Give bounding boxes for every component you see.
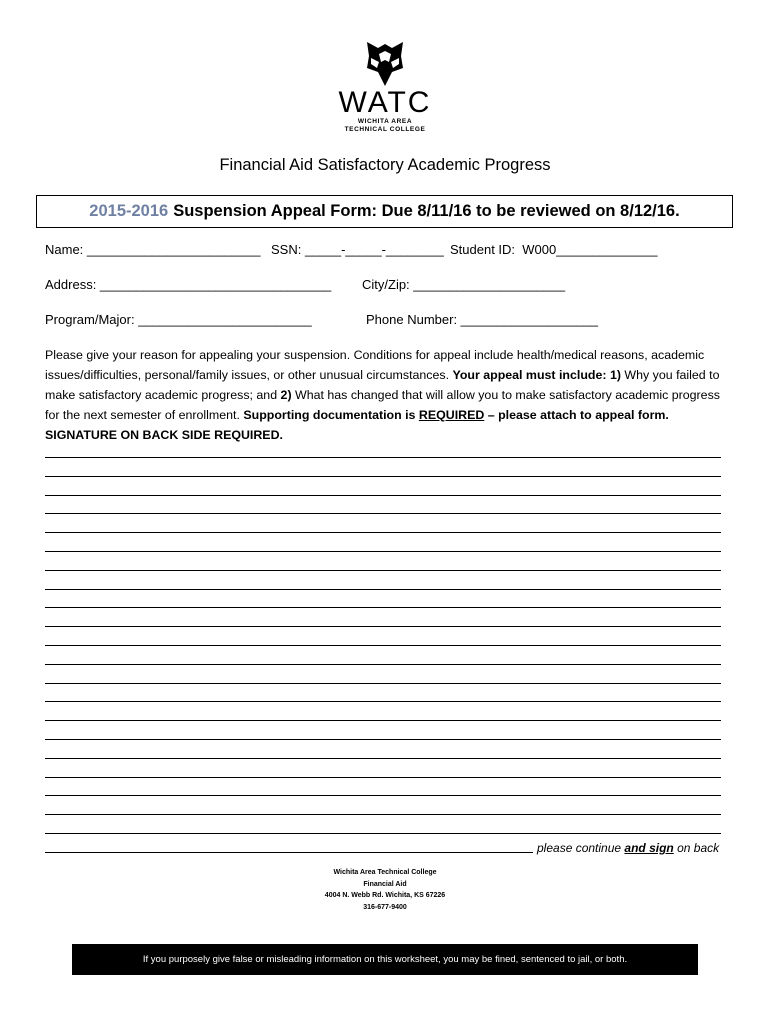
address-line-4: 316-677-9400: [363, 903, 407, 911]
continue-pre: please continue: [537, 841, 622, 855]
program-major-field[interactable]: Program/Major: ________________________: [45, 312, 312, 327]
response-line[interactable]: [45, 777, 721, 778]
response-line[interactable]: [45, 495, 721, 496]
city-zip-field[interactable]: City/Zip: _____________________: [362, 277, 566, 292]
instructions-number-1: 1): [609, 368, 621, 382]
student-id-field[interactable]: Student ID: W000______________: [450, 242, 658, 257]
college-address: [0, 867, 770, 913]
watc-logo: [330, 42, 440, 134]
response-line[interactable]: [45, 758, 721, 759]
response-line[interactable]: [45, 852, 533, 853]
response-line[interactable]: [45, 532, 721, 533]
response-line[interactable]: [45, 551, 721, 552]
response-line[interactable]: [45, 664, 721, 665]
response-line[interactable]: [45, 607, 721, 608]
legal-warning-footer: If you purposely give false or misleading information on this worksheet, you may be fined, sentenced to jail, or both.: [72, 944, 698, 975]
response-line[interactable]: [45, 701, 721, 702]
address-line-2: Financial Aid: [363, 880, 407, 888]
instructions-text-2: Why you failed to make satisfactory academic progress; and: [45, 368, 720, 402]
continue-note: [537, 841, 719, 855]
form-title: Financial Aid Satisfactory Academic Progress: [219, 156, 551, 174]
logo-subtitle-1: WICHITA AREA: [357, 118, 413, 125]
address-line-1: Wichita Area Technical College: [333, 869, 437, 876]
banner-year: 2015-2016: [89, 202, 169, 220]
instructions-bold-2: Supporting documentation is: [243, 408, 416, 422]
response-line[interactable]: [45, 814, 721, 815]
logo-subtitle-2: TECHNICAL COLLEGE: [344, 126, 426, 133]
response-line[interactable]: [45, 476, 721, 477]
instructions-bold-3: – please attach to appeal form. SIGNATURE ON BACK SIDE REQUIRED.: [45, 408, 669, 442]
response-line[interactable]: [45, 795, 721, 796]
appeal-banner: [36, 195, 733, 228]
continue-post: on back: [677, 841, 720, 855]
response-line[interactable]: [45, 720, 721, 721]
response-line[interactable]: [45, 457, 721, 458]
response-line[interactable]: [45, 739, 721, 740]
phone-number-field[interactable]: Phone Number: ___________________: [366, 312, 599, 327]
response-line[interactable]: [45, 589, 721, 590]
response-line[interactable]: [45, 570, 721, 571]
watc-shield-icon: [365, 42, 405, 86]
instructions-text-3: What has changed that will allow you to make satisfactory academic progress for the next semester of enrollment.: [45, 388, 720, 422]
banner-text: Suspension Appeal Form: Due 8/11/16 to be reviewed on 8/12/16.: [173, 202, 680, 220]
instructions-number-2: 2): [280, 388, 292, 402]
response-line[interactable]: [45, 833, 721, 834]
instructions-bold-1: Your appeal must include:: [452, 368, 607, 382]
instructions-text-1: Please give your reason for appealing your suspension. Conditions for appeal include health/medical reasons, academic issues/difficulties, personal/family issues, or other unusual circumstances.: [45, 348, 705, 382]
response-line[interactable]: [45, 626, 721, 627]
address-line-3: 4004 N. Webb Rd. Wichita, KS 67226: [324, 892, 446, 899]
instructions-paragraph: [45, 345, 725, 445]
response-line[interactable]: [45, 513, 721, 514]
continue-bold: and sign: [624, 841, 674, 855]
response-line[interactable]: [45, 645, 721, 646]
address-field[interactable]: Address: ________________________________: [45, 277, 332, 292]
required-text: REQUIRED: [418, 408, 485, 422]
ssn-field[interactable]: SSN: _____-_____-________: [271, 242, 444, 257]
logo-wordmark: WATC: [338, 86, 432, 119]
name-field[interactable]: Name: ________________________: [45, 242, 261, 257]
response-line[interactable]: [45, 683, 721, 684]
